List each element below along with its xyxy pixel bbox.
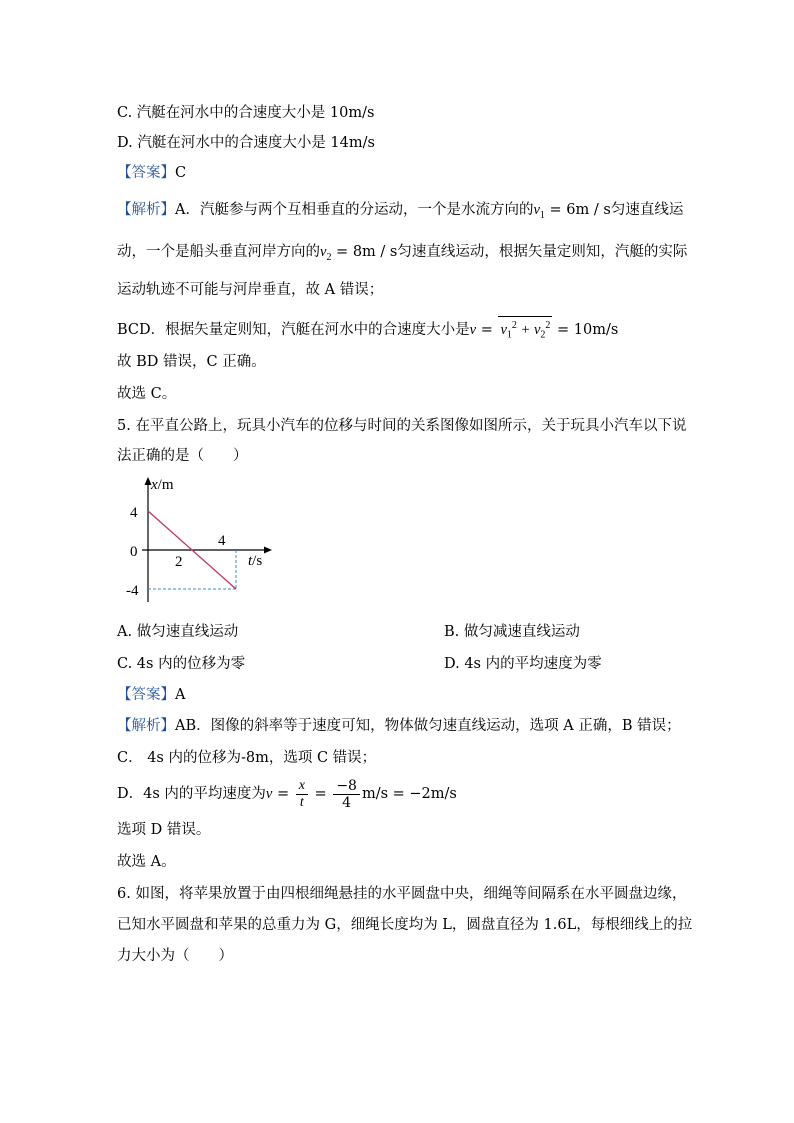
y-axis-label: x/m bbox=[151, 477, 174, 493]
y-tick-label: 0 bbox=[130, 544, 138, 560]
q5-answer: 【答案】A bbox=[117, 687, 186, 703]
q6-stem-line2: 已知水平圆盘和苹果的总重力为 G，细绳长度均为 L，圆盘直径为 1.6L，每根细线上的拉 bbox=[117, 917, 693, 933]
x-tick-label: 4 bbox=[218, 533, 226, 549]
q4-answer bbox=[117, 163, 186, 183]
y-tick-label: 4 bbox=[130, 505, 138, 521]
x-axis-arrow bbox=[264, 547, 272, 554]
analysis-text: A．汽艇参与两个互相垂直的分运动，一个是水流方向的 bbox=[175, 202, 534, 218]
q4-analysis-bcd: BCD．根据矢量定则知，汽艇在河水中的合速度大小是$v = v_1^2 + v_2^2 = 10m/s$ bbox=[117, 316, 618, 345]
q4-conclusion: 故 BD 错误，C 正确。 bbox=[117, 354, 266, 370]
q5-option-c: C. 4s 内的位移为零 bbox=[117, 656, 246, 672]
q4-analysis-line2: 动，一个是船头垂直河岸方向的$v_2 = 8m / s$匀速直线运动，根据矢量定则知，汽艇的实际 bbox=[117, 244, 688, 263]
q6-stem-line1: 6. 如图，将苹果放置于由四根细绳悬挂的水平圆盘中央，细绳等间隔系在水平圆盘边缘， bbox=[117, 886, 687, 902]
analysis-text-end: 匀速直线运 bbox=[610, 202, 684, 218]
q5-option-a: A. 做匀速直线运动 bbox=[117, 624, 239, 640]
sqrt-expression: $v_1^2 + v_2^2$ bbox=[498, 316, 552, 345]
x-tick-label: 2 bbox=[175, 554, 183, 570]
q5-analysis-ab: 【解析】AB．图像的斜率等于速度可知，物体做匀速直线运动，选项 A 正确，B 错误； bbox=[117, 718, 681, 734]
fraction-x-over-t: $\frac{x}{t}$ bbox=[296, 778, 308, 811]
q6-stem-line3: 力大小为（ ） bbox=[117, 948, 233, 964]
q4-option-d: D. 汽艇在河水中的合速度大小是 14m/s bbox=[117, 135, 375, 151]
q5-xt-graph bbox=[118, 474, 278, 604]
v1-symbol: $v_1$ bbox=[533, 202, 545, 221]
v1-value: = 6m / s bbox=[544, 202, 611, 218]
q5-stem-line1: 5. 在平直公路上，玩具小汽车的位移与时间的关系图像如图所示，关于玩具小汽车以下说 bbox=[117, 418, 687, 434]
q4-analysis-line3: 运动轨迹不可能与河岸垂直，故 A 错误； bbox=[117, 282, 384, 298]
x-axis-label: t/s bbox=[248, 553, 263, 569]
answer-value: C bbox=[175, 165, 187, 181]
fraction-minus8-over-4: $\frac{-8}{4}$ bbox=[333, 778, 360, 811]
answer-label: 【答案】 bbox=[117, 165, 175, 181]
q5-analysis-c: C． 4s 内的位移为-8m，选项 C 错误； bbox=[117, 750, 377, 766]
q4-choose: 故选 C。 bbox=[117, 386, 177, 402]
q5-option-b: B. 做匀减速直线运动 bbox=[444, 624, 580, 640]
q5-analysis-d: D．4s 内的平均速度为v = $\frac{x}{t}$ = $\frac{-8}{4}$ m/s = −2m/s bbox=[117, 777, 457, 811]
analysis-label: 【解析】 bbox=[117, 202, 175, 218]
q5-choose: 故选 A。 bbox=[117, 854, 176, 870]
q5-stem-line2: 法正确的是（ ） bbox=[117, 448, 248, 464]
q5-option-d: D. 4s 内的平均速度为零 bbox=[444, 656, 602, 672]
q4-analysis-line1 bbox=[117, 200, 683, 226]
q5-d-conclusion: 选项 D 错误。 bbox=[117, 822, 211, 838]
q4-option-c: C. 汽艇在河水中的合速度大小是 10m/s bbox=[117, 105, 375, 121]
y-tick-label: -4 bbox=[126, 583, 139, 599]
